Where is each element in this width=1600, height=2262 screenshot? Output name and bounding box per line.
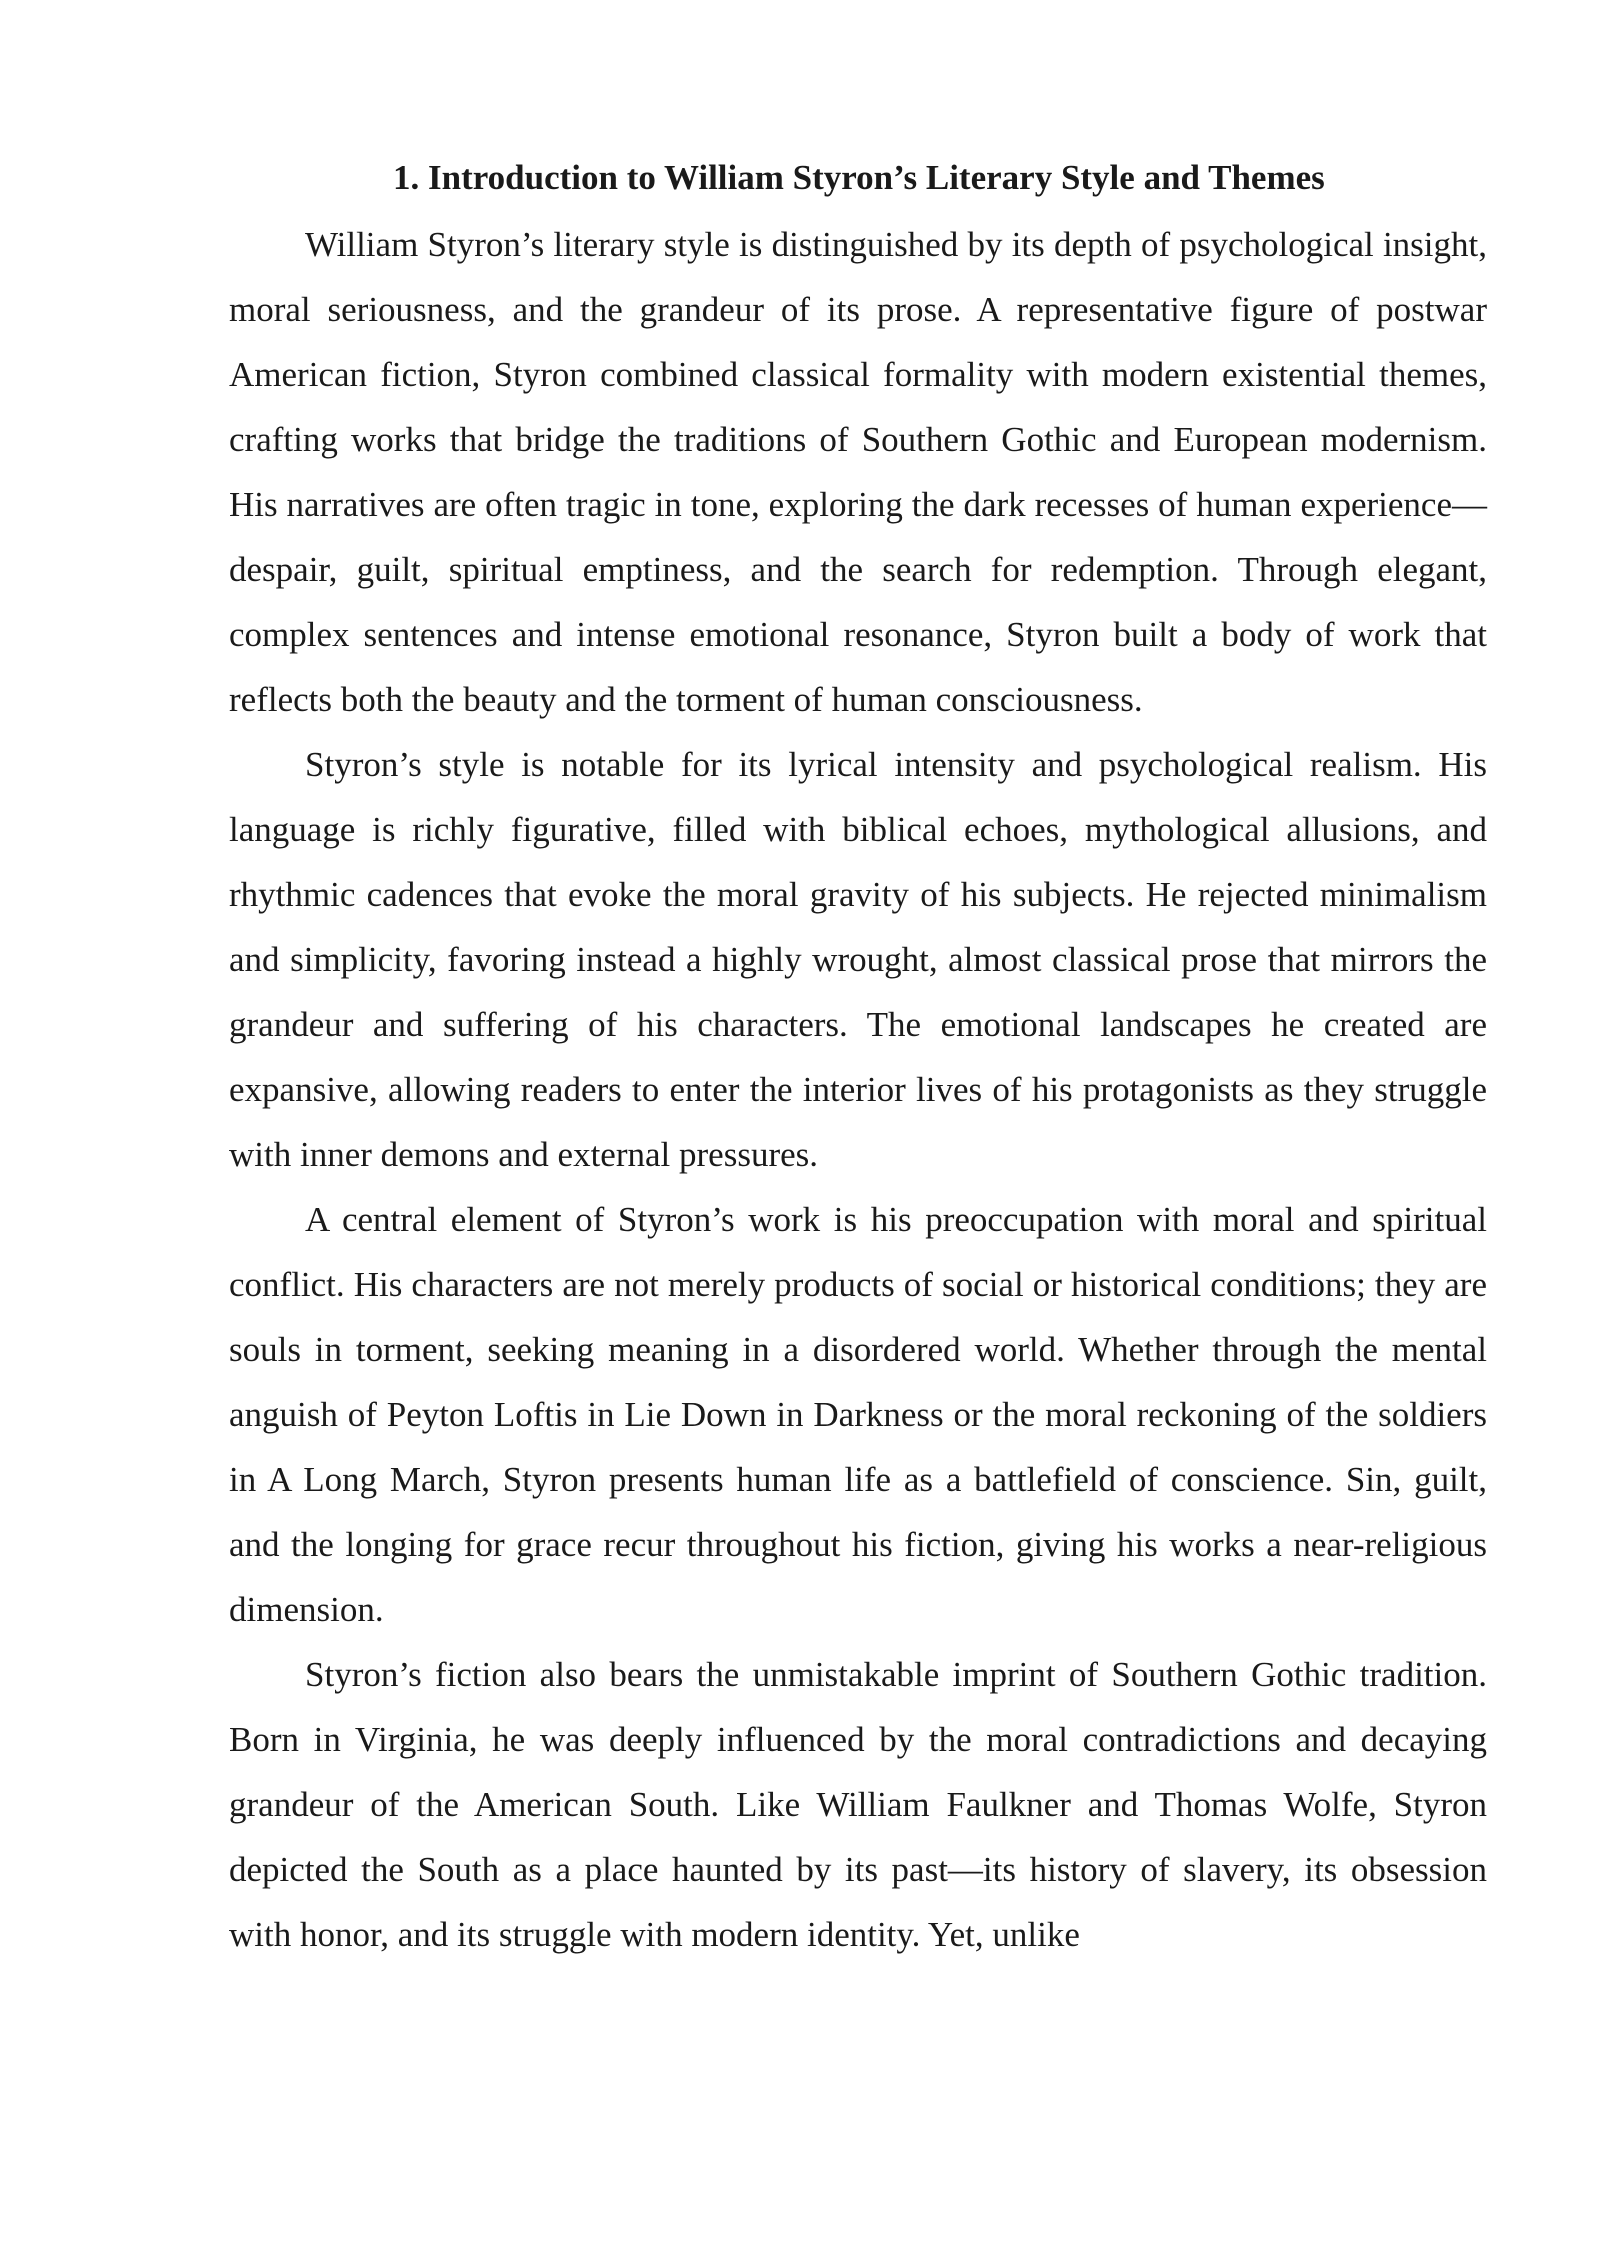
paragraph-3: A central element of Styron’s work is his preoccupation with moral and spiritual conflict. His characters are not merely products of social or historical conditions; they are souls in torment, seeking meaning in a disordered world. Whether through the mental anguish of Peyton Loftis in Lie Down in Darkness or the moral reckoning of the soldiers in A Long March, Styron presents human life as a battlefield of conscience. Sin, guilt, and the longing for grace recur throughout his fiction, giving his works a near-religious dimension. [229,1200,1487,1629]
paragraph-4: Styron’s fiction also bears the unmistakable imprint of Southern Gothic tradition. Born in Virginia, he was deeply influenced by the moral contradictions and decaying grandeur of the American South. Like William Faulkner and Thomas Wolfe, Styron depicted the South as a place haunted by its past—its history of slavery, its obsession with honor, and its struggle with modern identity. Yet, unlike [229,1655,1487,1954]
paragraph-2: Styron’s style is notable for its lyrical intensity and psychological realism. His language is richly figurative, filled with biblical echoes, mythological allusions, and rhythmic cadences that evoke the moral gravity of his subjects. He rejected minimalism and simplicity, favoring instead a highly wrought, almost classical prose that mirrors the grandeur and suffering of his characters. The emotional landscapes he created are expansive, allowing readers to enter the interior lives of his protagonists as they struggle with inner demons and external pressures. [229,745,1487,1174]
section-heading: 1. Introduction to William Styron’s Literary Style and Themes [393,158,1325,197]
paragraph-1: William Styron’s literary style is distinguished by its depth of psychological insight, moral seriousness, and the grandeur of its prose. A representative figure of postwar American fiction, Styron combined classical formality with modern existential themes, crafting works that bridge the traditions of Southern Gothic and European modernism. His narratives are often tragic in tone, exploring the dark recesses of human experience—despair, guilt, spiritual emptiness, and the search for redemption. Through elegant, complex sentences and intense emotional resonance, Styron built a body of work that reflects both the beauty and the torment of human consciousness. [229,225,1487,719]
